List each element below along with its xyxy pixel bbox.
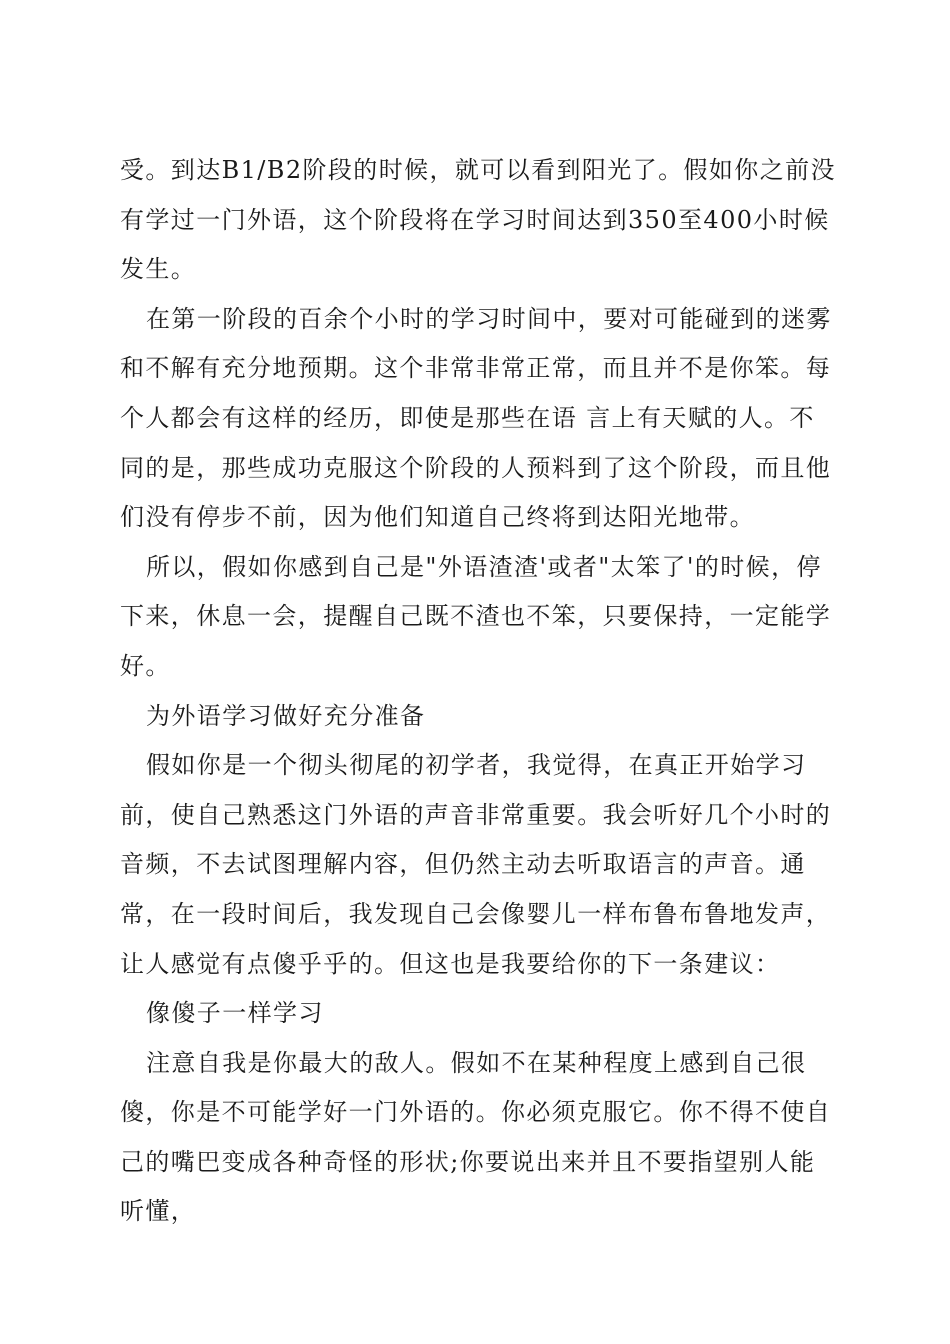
paragraph-encouragement: 所以，假如你感到自己是"外语渣渣'或者"太笨了'的时候，停下来，休息一会，提醒自己既不渣也不笨，只要保持，一定能学好。 xyxy=(120,552,832,680)
paragraph-continuation: 受。到达B1/B2阶段的时候，就可以看到阳光了。假如你之前没有学过一门外语，这个阶段将在学习时间达到350至400小时候发生。 xyxy=(120,156,836,284)
paragraph-expectation: 在第一阶段的百余个小时的学习时间中，要对可能碰到的迷雾和不解有充分地预期。这个非常非常正常，而且并不是你笨。每个人都会有这样的经历，即使是那些在语 言上有天赋的人。不同的是，那些成功克服这个阶段的人预料到了这个阶段，而且他们没有停步不前，因为他们知道自己终将到达阳光地带。 xyxy=(120,304,832,532)
paragraph-preparation: 假如你是一个彻头彻尾的初学者，我觉得，在真正开始学习前，使自己熟悉这门外语的声音非常重要。我会听好几个小时的音频，不去试图理解内容，但仍然主动去听取语言的声音。通常，在一段时间后，我发现自己会像婴儿一样布鲁布鲁地发声，让人感觉有点傻乎乎的。但这也是我要给你的下一条建议： xyxy=(120,751,832,978)
document-body xyxy=(120,146,840,1237)
paragraph-ego: 注意自我是你最大的敌人。假如不在某种程度上感到自己很傻，你是不可能学好一门外语的。你必须克服它。你不得不使自己的嘴巴变成各种奇怪的形状;你要说出来并且不要指望别人能听懂， xyxy=(120,1048,832,1226)
section-heading-learn-like-fool: 像傻子一样学习 xyxy=(146,999,324,1028)
section-heading-preparation: 为外语学习做好充分准备 xyxy=(146,701,426,730)
